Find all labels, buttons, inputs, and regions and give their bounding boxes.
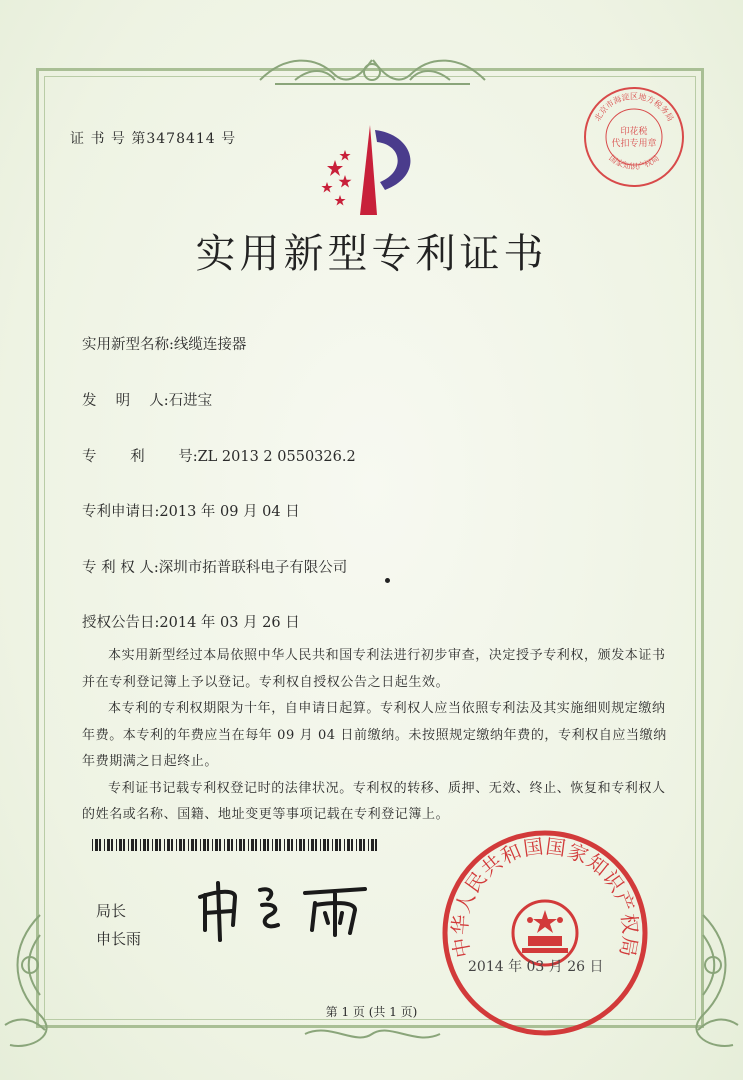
director-name: 申长雨: [96, 930, 142, 948]
certificate-number-label: 证 书 号 第: [70, 131, 147, 147]
field-patent-number: [82, 445, 356, 466]
barcode-bar: [140, 839, 141, 851]
tax-stamp-icon: [582, 85, 686, 189]
svg-text:代扣专用章: 代扣专用章: [611, 139, 657, 149]
barcode-bar: [344, 839, 345, 851]
barcode-bar: [159, 839, 161, 851]
barcode-bar: [363, 839, 365, 851]
ink-dot: [385, 578, 390, 583]
barcode-bar: [92, 839, 93, 851]
svg-text:中华人民共和国国家知识产权局: 中华人民共和国国家知识产权局: [447, 834, 643, 960]
field-patentee: [82, 556, 347, 577]
barcode-bar: [111, 839, 113, 851]
barcode-bar: [227, 839, 230, 851]
barcode-bar: [224, 839, 225, 851]
director-signature-icon: [190, 875, 390, 945]
right-corner-ornament-icon: [663, 905, 743, 1055]
barcode-bar: [248, 839, 249, 851]
barcode-bar: [375, 839, 377, 851]
barcode-bar: [299, 839, 302, 851]
barcode-bar: [368, 839, 369, 851]
field-value: 2014 年 03 月 26 日: [159, 615, 300, 631]
barcode-bar: [219, 839, 221, 851]
barcode-bar: [351, 839, 353, 851]
barcode-bar: [267, 839, 269, 851]
barcode-bar: [320, 839, 321, 851]
barcode-bar: [327, 839, 329, 851]
barcode-bar: [335, 839, 338, 851]
top-ornament-icon: [255, 50, 490, 90]
barcode-bar: [315, 839, 317, 851]
barcode-bar: [147, 839, 149, 851]
barcode-bar: [171, 839, 173, 851]
barcode-bar: [215, 839, 218, 851]
barcode-bar: [116, 839, 117, 851]
barcode-bar: [303, 839, 305, 851]
barcode-bar: [263, 839, 266, 851]
field-label: 专 利 权 人:: [82, 560, 159, 576]
barcode-bar: [231, 839, 233, 851]
barcode-bar: [152, 839, 153, 851]
barcode-bar: [311, 839, 314, 851]
barcode-bar: [236, 839, 237, 851]
barcode-bar: [183, 839, 185, 851]
certificate-number-value: 3478414: [146, 131, 216, 147]
barcode-bar: [167, 839, 170, 851]
barcode-bar: [188, 839, 189, 851]
field-application-date: [82, 500, 300, 521]
sipo-logo-icon: [305, 120, 435, 220]
barcode-bar: [279, 839, 281, 851]
barcode-bar: [323, 839, 326, 851]
field-value: 线缆连接器: [173, 337, 247, 353]
barcode-bar: [251, 839, 254, 851]
svg-text:北京市海淀区地方税务局: 北京市海淀区地方税务局: [592, 92, 676, 123]
field-value: 深圳市拓普联科电子有限公司: [158, 560, 348, 576]
barcode-bar: [255, 839, 257, 851]
barcode-bar: [243, 839, 245, 851]
barcode-bar: [356, 839, 357, 851]
barcode-bar: [107, 839, 110, 851]
certificate-body: [82, 643, 667, 829]
barcode-bar: [135, 839, 137, 851]
barcode-bar: [275, 839, 278, 851]
barcode-bar: [99, 839, 101, 851]
body-paragraph: 专利证书记载专利权登记时的法律状况。专利权的转移、质押、无效、终止、恢复和专利权人的姓名或名称、国籍、地址变更等事项记载在专利登记簿上。: [82, 780, 666, 822]
certificate-number-suffix: 号: [221, 131, 237, 147]
barcode-bar: [339, 839, 341, 851]
body-paragraph: 本专利的专利权期限为十年，自申请日起算。专利权人应当依照专利法及其实施细则规定缴纳年费。本专利的年费应当在每年 09 月 04 日前缴纳。未按照规定缴纳年费的，专利权自应当缴纳年费期满之日起终止。: [82, 701, 667, 769]
barcode-bar: [308, 839, 309, 851]
field-value: 石进宝: [168, 393, 213, 409]
barcode-bar: [95, 839, 98, 851]
field-label: 专 利 号:: [82, 449, 198, 465]
field-utility-model-name: [82, 333, 246, 354]
barcode-icon: [92, 839, 382, 851]
barcode-bar: [359, 839, 362, 851]
barcode-bar: [143, 839, 146, 851]
barcode-bar: [332, 839, 333, 851]
barcode-bar: [164, 839, 165, 851]
field-label: 发 明 人:: [82, 393, 169, 409]
field-value: ZL 2013 2 0550326.2: [197, 449, 356, 465]
barcode-bar: [179, 839, 182, 851]
director-title: 局长: [96, 902, 127, 920]
barcode-bar: [272, 839, 273, 851]
barcode-bar: [287, 839, 290, 851]
barcode-bar: [131, 839, 134, 851]
svg-text:国家知识产权局: 国家知识产权局: [607, 153, 661, 172]
barcode-bar: [119, 839, 122, 851]
barcode-bar: [176, 839, 177, 851]
barcode-bar: [239, 839, 242, 851]
barcode-bar: [195, 839, 197, 851]
bottom-ornament-icon: [300, 1020, 445, 1048]
barcode-bar: [203, 839, 206, 851]
body-paragraph: 本实用新型经过本局依照中华人民共和国专利法进行初步审查，决定授予专利权，颁发本证书并在专利登记簿上予以登记。专利权自授权公告之日起生效。: [82, 648, 666, 690]
barcode-bar: [291, 839, 293, 851]
field-label: 专利申请日:: [82, 504, 160, 520]
left-corner-ornament-icon: [0, 905, 80, 1055]
barcode-bar: [155, 839, 158, 851]
barcode-bar: [128, 839, 129, 851]
barcode-bar: [296, 839, 297, 851]
barcode-bar: [260, 839, 261, 851]
barcode-bar: [347, 839, 350, 851]
barcode-bar: [212, 839, 213, 851]
certificate-title: 实用新型专利证书: [195, 231, 548, 277]
barcode-bar: [191, 839, 194, 851]
certificate-number: [70, 128, 236, 148]
page-footer: 第 1 页 (共 1 页): [325, 1005, 418, 1019]
field-inventor: [82, 389, 212, 410]
barcode-bar: [200, 839, 201, 851]
field-label: 授权公告日:: [82, 615, 160, 631]
field-value: 2013 年 09 月 04 日: [159, 504, 300, 520]
barcode-bar: [371, 839, 374, 851]
svg-text:印花税: 印花税: [620, 127, 648, 137]
barcode-bar: [123, 839, 125, 851]
field-announcement-date: [82, 611, 300, 632]
barcode-bar: [104, 839, 105, 851]
barcode-bar: [207, 839, 209, 851]
field-label: 实用新型名称:: [82, 337, 174, 353]
seal-date: 2014 年 03 月 26 日: [468, 959, 604, 975]
barcode-bar: [284, 839, 285, 851]
